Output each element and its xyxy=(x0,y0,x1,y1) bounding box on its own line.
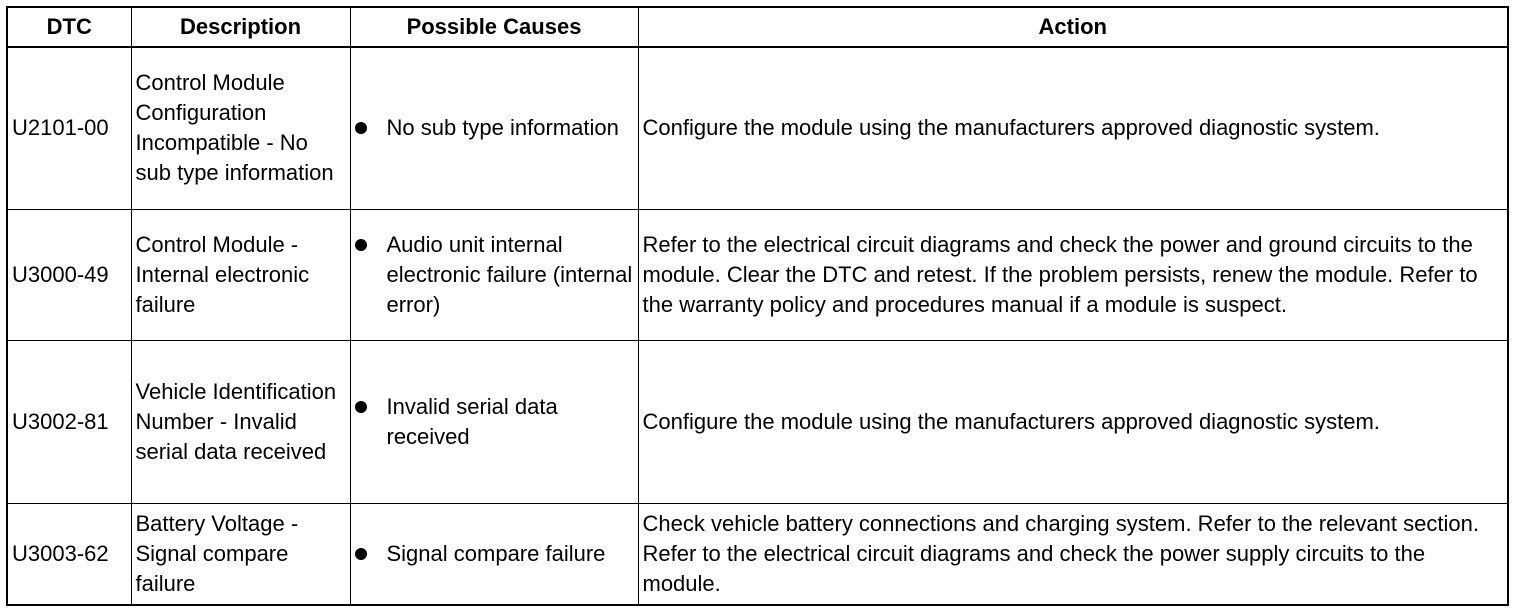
table-body xyxy=(7,47,1508,605)
causes-cell xyxy=(350,503,638,605)
table-header xyxy=(7,7,1508,47)
dtc-table xyxy=(6,6,1509,606)
header-possible-causes: Possible Causes xyxy=(350,7,638,47)
action-cell: Configure the module using the manufacturers approved diagnostic system. xyxy=(638,340,1508,503)
action-cell: Refer to the electrical circuit diagrams and check the power and ground circuits to the module. Clear the DTC and retest. If the problem persists, renew the module. Refer to the warranty policy and procedures manual if a module is suspect. xyxy=(638,209,1508,340)
dtc-code-cell: U3000-49 xyxy=(7,209,131,340)
description-cell: Control Module - Internal electronic failure xyxy=(131,209,350,340)
description-cell: Battery Voltage - Signal compare failure xyxy=(131,503,350,605)
cause-text: Audio unit internal electronic failure (internal error) xyxy=(386,231,633,317)
dtc-code-cell: U2101-00 xyxy=(7,47,131,209)
cause-text: Invalid serial data received xyxy=(386,393,558,449)
header-dtc: DTC xyxy=(7,7,131,47)
description-cell: Control Module Configuration Incompatible - No sub type information xyxy=(131,47,350,209)
cause-list-item xyxy=(355,230,634,320)
cause-list-item xyxy=(355,392,634,452)
causes-cell xyxy=(350,340,638,503)
bullet-icon xyxy=(355,548,367,560)
dtc-code-cell: U3003-62 xyxy=(7,503,131,605)
bullet-icon xyxy=(355,401,367,413)
cause-list-item xyxy=(355,113,634,143)
bullet-icon xyxy=(355,239,367,251)
causes-cell xyxy=(350,209,638,340)
table-row xyxy=(7,47,1508,209)
table-row xyxy=(7,209,1508,340)
action-cell: Check vehicle battery connections and charging system. Refer to the relevant section. Refer to the electrical circuit diagrams and check the power supply circuits to the module. xyxy=(638,503,1508,605)
header-action: Action xyxy=(638,7,1508,47)
header-description: Description xyxy=(131,7,350,47)
description-cell: Vehicle Identification Number - Invalid serial data received xyxy=(131,340,350,503)
cause-list-item xyxy=(355,539,634,569)
causes-cell xyxy=(350,47,638,209)
table-row xyxy=(7,503,1508,605)
cause-text: Signal compare failure xyxy=(386,540,606,566)
cause-text: No sub type information xyxy=(386,115,619,141)
header-row xyxy=(7,7,1508,47)
bullet-icon xyxy=(355,122,367,134)
dtc-code-cell: U3002-81 xyxy=(7,340,131,503)
table-row xyxy=(7,340,1508,503)
action-cell: Configure the module using the manufacturers approved diagnostic system. xyxy=(638,47,1508,209)
